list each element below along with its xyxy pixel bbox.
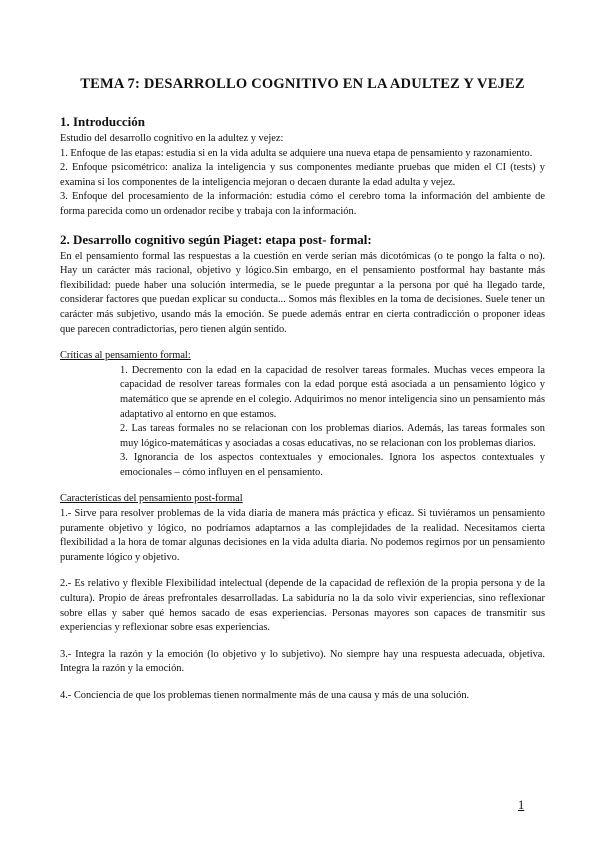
criticas-heading: Críticas al pensamiento formal:: [60, 350, 191, 362]
caracteristicas-item-3: 3.- Integra la razón y la emoción (lo objetivo y lo subjetivo). No siempre hay una respuesta adecuada, objetiva. Integra la razón y la emoción.: [60, 648, 545, 675]
criticas-item-2: 2. Las tareas formales no se relacionan con los problemas diarios. Además, las tareas formales son muy lógico-matemáticas y asociadas a cosas educativas, no se relacionan con los problemas diarios.: [120, 423, 545, 449]
page-number: 1: [518, 798, 525, 812]
caracteristicas-item-1: 1.- Sirve para resolver problemas de la vida diaria de manera más práctica y eficaz. Si tuviéramos un pensamiento puramente objetivo y lógico, no podríamos adaptarnos a las complejidades de la realidad. Necesitamos cierta flexibilidad a la hora de tomar algunas decisiones en la vida adulta diaria. No podemos regirnos por un pensamiento puramente lógico y objetivo.: [60, 508, 545, 563]
intro-item-2: 2. Enfoque psicométrico: analiza la inteligencia y sus componentes mediante pruebas que miden el CI (tests) y examina si los componentes de la inteligencia mejoran o decaen durante la edad adulta y vejez.: [60, 162, 545, 188]
intro-lead: Estudio del desarrollo cognitivo en la adultez y vejez:: [60, 133, 284, 144]
caracteristicas-item-4: 4.- Conciencia de que los problemas tienen normalmente más de una causa y más de una solución.: [60, 690, 470, 701]
intro-item-1: 1. Enfoque de las etapas: estudia si en la vida adulta se adquiere una nueva etapa de pensamiento y razonamiento.: [60, 147, 533, 159]
section2-heading: 2. Desarrollo cognitivo según Piaget: etapa post- formal:: [60, 231, 372, 247]
criticas-item-1: 1. Decremento con la edad en la capacidad de resolver tareas formales. Muchas veces empeora la capacidad de resolver tareas formales con la edad porque está asociada a un pensamiento lógico y matemático que se aprende en el colegio. Adquirimos no menor inteligencia sino un pensamiento más adaptativo al entorno en que estamos.: [120, 364, 545, 420]
document-page: [60, 74, 545, 704]
document-title: TEMA 7: DESARROLLO COGNITIVO EN LA ADULTEZ Y VEJEZ: [80, 76, 525, 92]
intro-heading: 1. Introducción: [60, 114, 145, 129]
section2-paragraph: En el pensamiento formal las respuestas a la cuestión en verde serían más dicotómicas (o te pongo la falta o no). Hay un carácter más racional, objetivo y lógico.Sin embargo, en el pensamiento postformal hay bastante más flexibilidad: puede haber una solución intermedia, se le puede preguntar a la persona por qué ha llegado tarde, considerar factores que puedan explicar su conducta... Somos más flexibles en la toma de decisiones. Suele tener un carácter más subjetivo, usando más la emoción. Se puede además entrar en cierta contradicción o proponer ideas que parecen contradictorias, pero tienen algún sentido.: [60, 250, 545, 335]
criticas-item-3: 3. Ignorancia de los aspectos contextuales y emocionales. Ignora los aspectos contextuales y emocionales – cómo influyen en el pensamiento.: [120, 452, 545, 478]
caracteristicas-heading: Características del pensamiento post-formal: [60, 493, 243, 505]
intro-item-3: 3. Enfoque del procesamiento de la información: estudia cómo el cerebro toma la información del ambiente de forma parecida como un ordenador recibe y trabaja con la información.: [60, 191, 545, 217]
caracteristicas-item-2: 2.- Es relativo y flexible Flexibilidad intelectual (depende de la capacidad de reflexión de la propia persona y de la cultura). Propio de áreas prefrontales desarrolladas. La sabiduría no la da solo vivir experiencias, sino reflexionar sobre ellas y saber qué hemos sacado de esas experiencias. Personas mayores son capaces de transmitir sus experiencias y reflexionar sobre esas experiencias.: [60, 578, 545, 634]
